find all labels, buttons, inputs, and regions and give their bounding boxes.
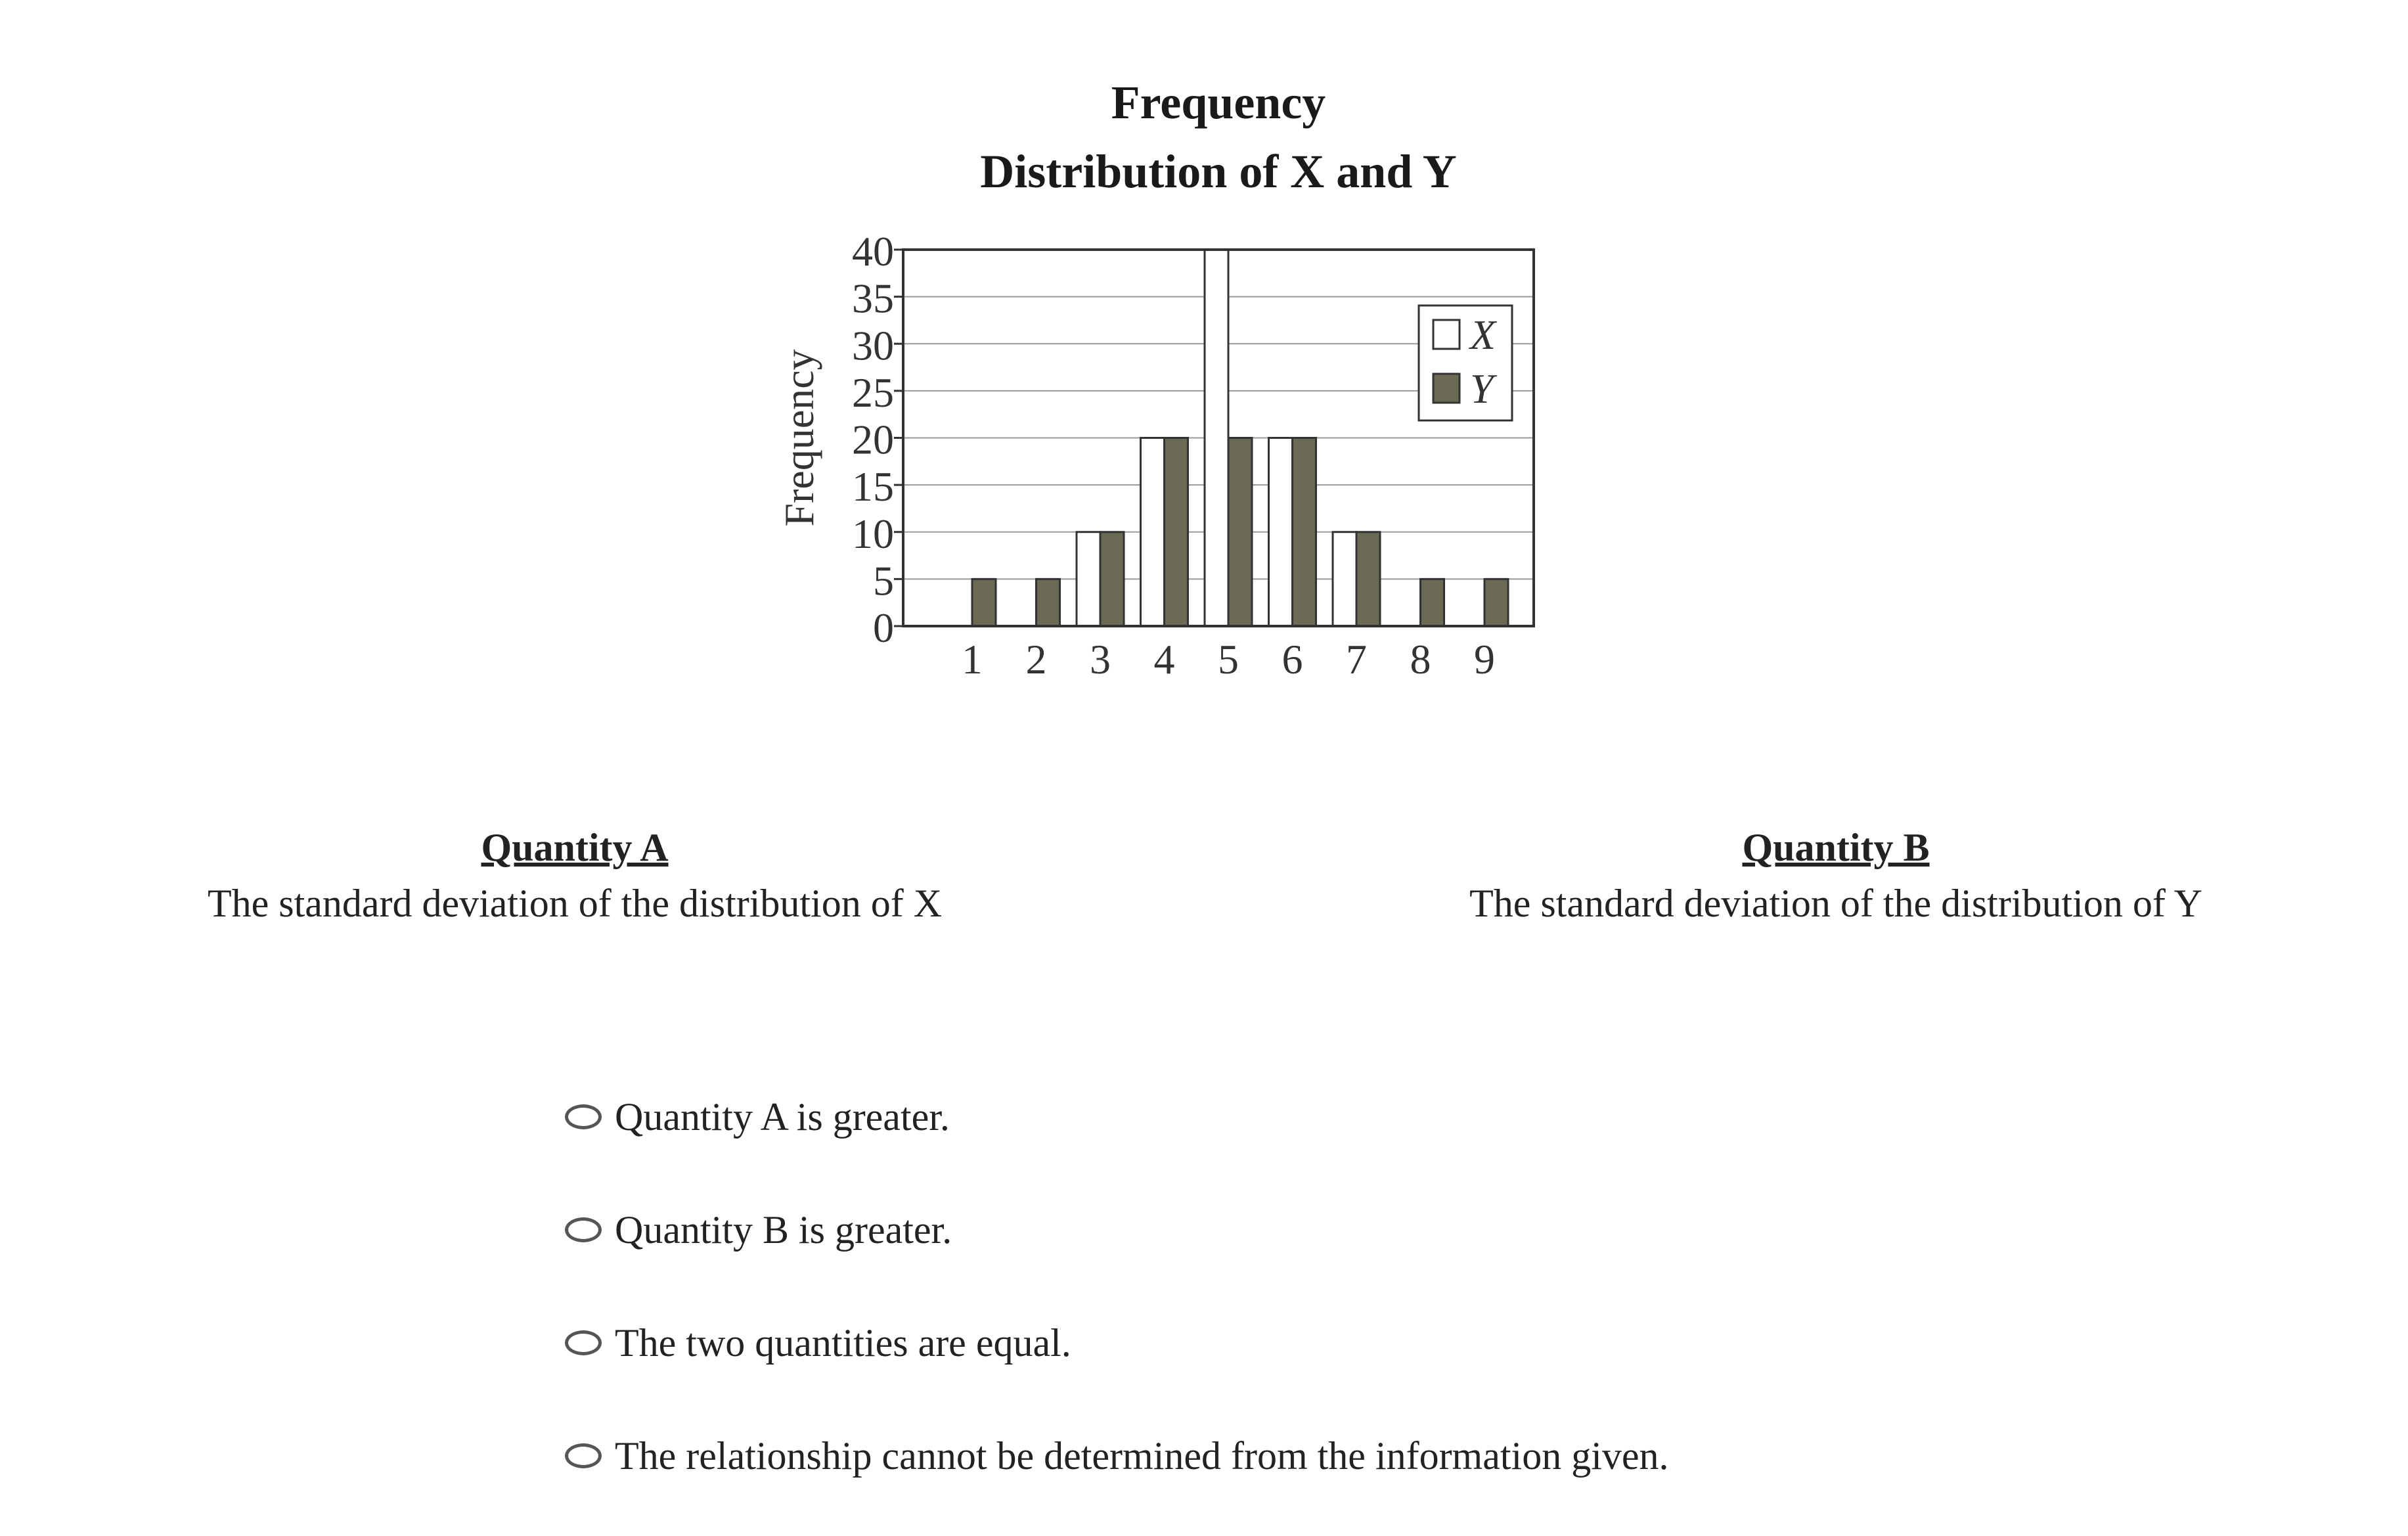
bar-y-8 (1421, 579, 1444, 626)
choice-label: Quantity A is greater. (615, 1095, 950, 1139)
radio-button[interactable] (565, 1443, 602, 1468)
y-tick-label: 20 (852, 416, 894, 463)
quantity-b-text: The standard deviation of the distribution of Y (1469, 882, 2202, 925)
legend-label-y: Y (1470, 365, 1494, 412)
choice-label: The two quantities are equal. (615, 1321, 1071, 1365)
chart-title: Distribution of X and Y (980, 145, 1457, 198)
y-tick-label: 25 (852, 369, 894, 416)
quantity-a-heading: Quantity A (481, 826, 669, 869)
x-tick-label: 6 (1282, 636, 1303, 683)
choice-quantities-equal[interactable] (565, 1310, 2207, 1376)
frequency-chart (755, 66, 1609, 749)
choice-quantity-b-greater[interactable] (565, 1197, 2207, 1263)
radio-button[interactable] (565, 1330, 602, 1355)
bar-y-2 (1037, 579, 1060, 626)
answer-choices (565, 1084, 2207, 1536)
x-tick-label: 8 (1410, 636, 1431, 683)
bar-y-1 (972, 579, 996, 626)
legend-swatch-y (1433, 374, 1460, 403)
bar-y-3 (1100, 532, 1124, 626)
bar-x-6 (1269, 438, 1293, 627)
y-tick-label: 15 (852, 463, 894, 510)
choice-cannot-be-determined[interactable] (565, 1423, 2207, 1489)
bar-x-5 (1205, 250, 1228, 626)
x-tick-label: 7 (1346, 636, 1367, 683)
choice-label: The relationship cannot be determined from the information given. (615, 1434, 1669, 1478)
quantity-a-column (99, 818, 1051, 930)
y-axis-label: Frequency (776, 349, 822, 527)
x-tick-label: 5 (1218, 636, 1239, 683)
chart-svg (755, 66, 1609, 749)
x-tick-label: 4 (1153, 636, 1175, 683)
bar-y-5 (1228, 438, 1252, 627)
bar-y-7 (1356, 532, 1380, 626)
bar-y-4 (1165, 438, 1188, 627)
y-tick-label: 40 (852, 228, 894, 275)
x-tick-label: 1 (962, 636, 983, 683)
chart-title: Frequency (1111, 76, 1326, 129)
quantity-b-heading: Quantity B (1742, 826, 1930, 869)
bar-y-6 (1293, 438, 1316, 627)
legend-swatch-x (1433, 320, 1460, 349)
bar-y-9 (1484, 579, 1508, 626)
bar-x-7 (1333, 532, 1356, 626)
radio-button[interactable] (565, 1217, 602, 1242)
quantity-a-text: The standard deviation of the distribution of X (207, 882, 943, 925)
bar-x-3 (1077, 532, 1100, 626)
y-tick-label: 35 (852, 275, 894, 322)
legend-label-x: X (1470, 311, 1496, 358)
y-tick-label: 5 (873, 557, 894, 604)
x-tick-label: 2 (1025, 636, 1047, 683)
quantity-b-column (1360, 818, 2312, 930)
choice-label: Quantity B is greater. (615, 1208, 952, 1252)
x-tick-label: 9 (1474, 636, 1495, 683)
choice-quantity-a-greater[interactable] (565, 1084, 2207, 1150)
y-tick-label: 0 (873, 604, 894, 651)
y-tick-label: 30 (852, 322, 894, 369)
radio-button[interactable] (565, 1104, 602, 1129)
y-tick-label: 10 (852, 510, 894, 557)
x-tick-label: 3 (1090, 636, 1111, 683)
bar-x-4 (1141, 438, 1165, 627)
